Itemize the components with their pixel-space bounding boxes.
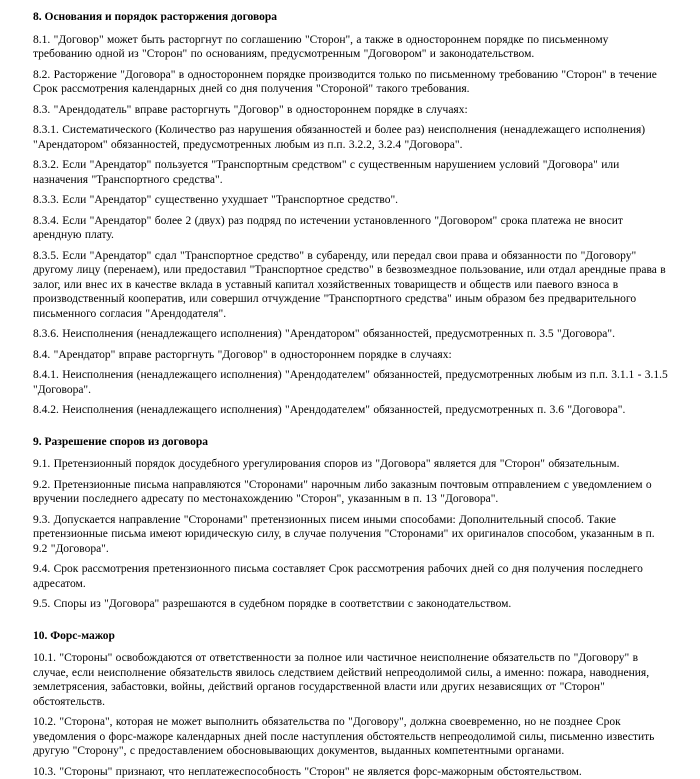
clause-8-3-3: 8.3.3. Если "Арендатор" существенно ухудшает "Транспортное средство". (33, 193, 668, 208)
section-heading-8: 8. Основания и порядок расторжения договора (33, 10, 668, 25)
clause-10-3: 10.3. "Стороны" признают, что неплатежеспособность "Сторон" не является форс-мажорным обстоятельством. (33, 765, 668, 779)
clause-8-1: 8.1. "Договор" может быть расторгнут по соглашению "Сторон", а также в одностороннем порядке по письменному требованию одной из "Сторон" по основаниям, предусмотренным "Договором" и законодательством. (33, 33, 668, 62)
section-heading-10: 10. Форс-мажор (33, 629, 668, 644)
clause-8-3-1: 8.3.1. Систематического (Количество раз нарушения обязанностей и более раз) неисполнения (ненадлежащего исполнения) "Арендатором" обязанностей, предусмотренных любым из п.п. 3.2.2, 3.2.4 "Договора". (33, 123, 668, 152)
clause-8-4-2: 8.4.2. Неисполнения (ненадлежащего исполнения) "Арендодателем" обязанностей, предусмотренных п. 3.6 "Договора". (33, 403, 668, 418)
section-force-majeure (33, 629, 668, 779)
clause-9-5: 9.5. Споры из "Договора" разрешаются в судебном порядке в соответствии с законодательством. (33, 597, 668, 612)
clause-8-3-5: 8.3.5. Если "Арендатор" сдал "Транспортное средство" в субаренду, или передал свои права и обязанности по "Договору" другому лицу (перенаем), или предоставил "Транспортное средство" в безвозмездное пользование, или отдал арендные права в залог, или внес их в качестве вклада в уставный капитал хозяйственных товариществ и обществ или паевого взноса в производственный кооператив, или совершил отчуждение "Транспортного средства" иным образом без предварительного письменного согласия "Арендодателя". (33, 249, 668, 322)
section-heading-9: 9. Разрешение споров из договора (33, 435, 668, 450)
clause-8-4: 8.4. "Арендатор" вправе расторгнуть "Договор" в одностороннем порядке в случаях: (33, 348, 668, 363)
clause-9-2: 9.2. Претензионные письма направляются "Сторонами" нарочным либо заказным почтовым отправлением с уведомлением о вручении последнего адресату по местонахождению "Сторон", указанным в п. 13 "Договора". (33, 478, 668, 507)
clause-8-3-2: 8.3.2. Если "Арендатор" пользуется "Транспортным средством" с существенным нарушением условий "Договора" или назначения "Транспортного средства". (33, 158, 668, 187)
clause-8-3-4: 8.3.4. Если "Арендатор" более 2 (двух) раз подряд по истечении установленного "Договором" срока платежа не вносит арендную плату. (33, 214, 668, 243)
clause-10-2: 10.2. "Сторона", которая не может выполнить обязательства по "Договору", должна своевременно, но не позднее Срок уведомления о форс-мажоре календарных дней после наступления обстоятельств непреодолимой силы, письменно известить другую "Сторону", с предоставлением обосновывающих документов, выданных компетентными органами. (33, 715, 668, 759)
clause-8-3-6: 8.3.6. Неисполнения (ненадлежащего исполнения) "Арендатором" обязанностей, предусмотренных п. 3.5 "Договора". (33, 327, 668, 342)
clause-10-1: 10.1. "Стороны" освобождаются от ответственности за полное или частичное неисполнение обязательств по "Договору" в случае, если неисполнение обязательств явилось следствием действий непреодолимой силы, а именно: пожара, наводнения, землетрясения, забастовки, войны, действий органов государственной власти или других независящих от "Сторон" обстоятельств. (33, 651, 668, 709)
section-termination (33, 10, 668, 418)
clause-8-4-1: 8.4.1. Неисполнения (ненадлежащего исполнения) "Арендодателем" обязанностей, предусмотренных любым из п.п. 3.1.1 - 3.1.5 "Договора". (33, 368, 668, 397)
section-disputes (33, 435, 668, 612)
clause-9-1: 9.1. Претензионный порядок досудебного урегулирования споров из "Договора" является для "Сторон" обязательным. (33, 457, 668, 472)
clause-8-2: 8.2. Расторжение "Договора" в одностороннем порядке производится только по письменному требованию "Сторон" в течение Срок рассмотрения календарных дней со дня получения "Стороной" такого требования. (33, 68, 668, 97)
clause-8-3: 8.3. "Арендодатель" вправе расторгнуть "Договор" в одностороннем порядке в случаях: (33, 103, 668, 118)
clause-9-3: 9.3. Допускается направление "Сторонами" претензионных писем иными способами: Дополнительный способ. Такие претензионные письма имеют юридическую силу, в случае получения "Сторонами" их оригиналов способом, указанным в п. 9.2 "Договора". (33, 513, 668, 557)
clause-9-4: 9.4. Срок рассмотрения претензионного письма составляет Срок рассмотрения рабочих дней со дня получения последнего адресатом. (33, 562, 668, 591)
